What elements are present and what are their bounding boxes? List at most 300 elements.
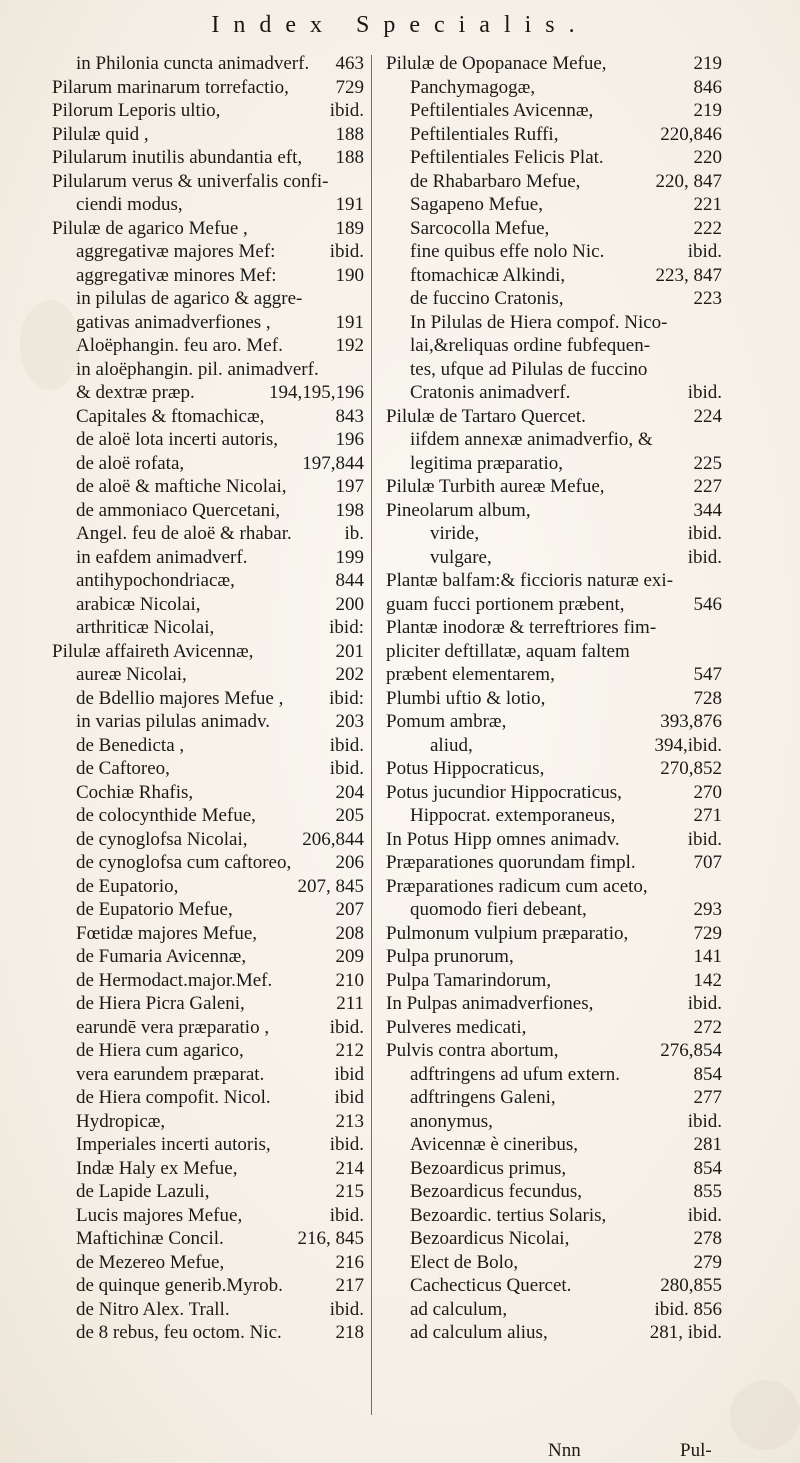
entry-text: Cachecticus Quercet. <box>410 1275 572 1296</box>
entry-page-ref: 844 <box>335 570 364 591</box>
entry-page-ref: 198 <box>335 499 364 521</box>
left-index-column <box>52 52 364 1345</box>
entry-page-ref: ibid. <box>329 1204 364 1226</box>
entry-text: de ammoniaco Quercetani, <box>76 499 281 521</box>
entry-page-ref: 210 <box>335 969 364 991</box>
index-entry <box>52 1251 364 1275</box>
index-entry <box>52 287 364 311</box>
entry-text: de Rhabarbaro Mefue, <box>410 170 581 192</box>
entry-page-ref: 546 <box>693 593 722 615</box>
entry-page-ref: 202 <box>335 664 364 685</box>
entry-page-ref: 728 <box>693 687 722 709</box>
entry-text: in pilulas de agarico & aggre- <box>76 288 303 309</box>
entry-page-ref: ibid. <box>329 1134 364 1155</box>
entry-text: Maftichinæ Concil. <box>76 1228 224 1249</box>
index-entry <box>52 1039 364 1063</box>
entry-page-ref: ibid. <box>329 734 364 756</box>
entry-page-ref: 278 <box>693 1228 722 1249</box>
index-entry <box>386 757 722 781</box>
index-entry <box>52 1298 364 1322</box>
entry-text: de 8 rebus, feu octom. Nic. <box>76 1322 282 1343</box>
index-entry <box>52 687 364 711</box>
entry-text: de Eupatorio Mefue, <box>76 899 233 920</box>
entry-text: Pilulæ Turbith aureæ Mefue, <box>386 476 605 497</box>
entry-text: Bezoardicus primus, <box>410 1157 567 1179</box>
entry-page-ref: ibid. <box>687 1110 722 1132</box>
entry-text: Pineolarum album, <box>386 499 531 521</box>
index-entry <box>52 405 364 429</box>
index-entry <box>52 358 364 382</box>
entry-page-ref: 207, 845 <box>297 875 364 897</box>
index-entry <box>52 1204 364 1228</box>
entry-page-ref: 854 <box>693 1063 722 1085</box>
index-entry <box>386 593 722 617</box>
index-entry <box>386 1298 722 1322</box>
entry-text: aggregativæ minores Mef: <box>76 264 277 286</box>
index-entry <box>386 240 722 264</box>
entry-text: Plumbi uftio & lotio, <box>386 687 546 709</box>
entry-text: de aloë lota incerti autoris, <box>76 429 279 450</box>
index-entry <box>386 1251 722 1275</box>
index-entry <box>52 381 364 405</box>
entry-text: præbent elementarem, <box>386 664 555 685</box>
entry-page-ref: ibid <box>334 1087 364 1108</box>
entry-page-ref: 846 <box>693 76 722 98</box>
entry-text: Pulpa prunorum, <box>386 946 514 967</box>
index-entry <box>386 1227 722 1251</box>
index-entry <box>52 781 364 805</box>
entry-text: Pomum ambræ, <box>386 711 507 732</box>
entry-text: fine quibus effe nolo Nic. <box>410 241 605 262</box>
entry-text: aggregativæ majores Mef: <box>76 241 276 262</box>
index-entry <box>386 170 722 194</box>
entry-page-ref: 190 <box>335 264 364 286</box>
entry-text: de Hermodact.major.Mef. <box>76 969 273 991</box>
index-entry <box>386 1274 722 1298</box>
entry-text: vera earundem præparat. <box>76 1063 265 1085</box>
entry-page-ref: 221 <box>693 194 722 215</box>
entry-text: Cochiæ Rhafis, <box>76 781 194 803</box>
index-entry <box>386 381 722 405</box>
right-index-column <box>386 52 722 1345</box>
entry-page-ref: 201 <box>335 640 364 662</box>
catchword: Pul- <box>680 1440 712 1461</box>
entry-text: Peftilentiales Felicis Plat. <box>410 147 604 168</box>
entry-page-ref: 394,ibid. <box>654 734 722 756</box>
entry-text: Lucis majores Mefue, <box>76 1204 243 1226</box>
index-entry <box>52 123 364 147</box>
entry-page-ref: 191 <box>335 311 364 333</box>
entry-text: de Eupatorio, <box>76 875 179 897</box>
index-entry <box>386 1086 722 1110</box>
index-entry <box>386 1063 722 1087</box>
entry-page-ref: 220, 847 <box>655 170 722 192</box>
entry-page-ref: 192 <box>335 335 364 356</box>
entry-page-ref: 547 <box>693 664 722 685</box>
entry-text: ad calculum, <box>410 1298 508 1320</box>
entry-page-ref: 277 <box>693 1087 722 1108</box>
entry-page-ref: ibid: <box>329 617 364 638</box>
entry-text: Plantæ inodoræ & terreftriores fim- <box>386 617 657 638</box>
index-entry <box>52 569 364 593</box>
entry-page-ref: 220 <box>693 147 722 168</box>
index-entry <box>386 734 722 758</box>
index-entry <box>52 828 364 852</box>
index-entry <box>386 1180 722 1204</box>
index-entry <box>386 264 722 288</box>
index-entry <box>386 546 722 570</box>
entry-text: de Fumaria Avicennæ, <box>76 946 247 967</box>
index-entry <box>386 1110 722 1134</box>
entry-page-ref: 215 <box>335 1181 364 1202</box>
index-entry <box>386 1133 722 1157</box>
index-entry <box>386 76 722 100</box>
index-entry <box>52 1086 364 1110</box>
entry-page-ref: ibid. <box>329 241 364 262</box>
entry-page-ref: 272 <box>693 1016 722 1038</box>
entry-page-ref: 220,846 <box>660 123 722 145</box>
index-entry <box>386 969 722 993</box>
entry-text: de Lapide Lazuli, <box>76 1181 210 1202</box>
entry-text: de Nitro Alex. Trall. <box>76 1298 230 1320</box>
entry-page-ref: ibid <box>334 1063 364 1085</box>
entry-text: In Pilulas de Hiera compof. Nico- <box>410 311 668 333</box>
index-entry <box>386 992 722 1016</box>
index-entry <box>52 922 364 946</box>
index-entry <box>386 640 722 664</box>
entry-text: Plantæ balfam:& ficcioris naturæ exi- <box>386 570 674 591</box>
entry-page-ref: 206 <box>335 852 364 873</box>
entry-page-ref: 142 <box>693 969 722 991</box>
index-entry <box>52 875 364 899</box>
entry-page-ref: 219 <box>693 100 722 121</box>
entry-page-ref: ibid. <box>687 546 722 568</box>
entry-page-ref: 222 <box>693 217 722 239</box>
index-entry <box>52 522 364 546</box>
entry-page-ref: 729 <box>693 922 722 944</box>
entry-text: de Mezereo Mefue, <box>76 1251 225 1273</box>
entry-text: de Caftoreo, <box>76 758 170 779</box>
entry-text: Pilulæ de Opopanace Mefue, <box>386 53 607 74</box>
entry-text: Bezoardic. tertius Solaris, <box>410 1204 607 1226</box>
index-entry <box>52 76 364 100</box>
index-entry <box>386 123 722 147</box>
entry-page-ref: 225 <box>693 452 722 474</box>
entry-page-ref: 205 <box>335 805 364 826</box>
entry-text: Præparationes quorundam fimpl. <box>386 852 636 873</box>
running-header: Index Specialis. <box>211 12 589 38</box>
entry-text: arabicæ Nicolai, <box>76 593 201 615</box>
entry-page-ref: 188 <box>335 123 364 145</box>
entry-text: Elect de Bolo, <box>410 1251 519 1273</box>
index-entry <box>386 452 722 476</box>
entry-page-ref: 196 <box>335 429 364 450</box>
entry-page-ref: 216, 845 <box>297 1228 364 1249</box>
entry-text: quomodo fieri debeant, <box>410 899 587 920</box>
entry-page-ref: 212 <box>335 1040 364 1061</box>
entry-text: earundē vera præparatio , <box>76 1016 270 1038</box>
index-entry <box>386 1039 722 1063</box>
index-entry <box>52 1157 364 1181</box>
index-entry <box>386 358 722 382</box>
entry-page-ref: 280,855 <box>660 1275 722 1296</box>
entry-text: iifdem annexæ animadverfio, & <box>410 429 653 450</box>
entry-text: ftomachicæ Alkindi, <box>410 264 566 286</box>
entry-text: de aloë & maftiche Nicolai, <box>76 476 287 497</box>
entry-page-ref: 281, ibid. <box>649 1322 722 1343</box>
entry-page-ref: 211 <box>336 993 364 1014</box>
index-entry <box>386 334 722 358</box>
entry-text: Potus jucundior Hippocraticus, <box>386 781 622 803</box>
entry-page-ref: 207 <box>335 899 364 920</box>
index-entry <box>52 193 364 217</box>
entry-text: Pilulæ affaireth Avicennæ, <box>52 640 254 662</box>
entry-page-ref: 224 <box>693 405 722 427</box>
index-entry <box>52 757 364 781</box>
entry-text: ciendi modus, <box>76 194 183 215</box>
entry-page-ref: ibid. <box>687 241 722 262</box>
entry-page-ref: 203 <box>335 711 364 732</box>
entry-page-ref: 729 <box>335 76 364 98</box>
entry-page-ref: ibid. <box>329 1298 364 1320</box>
index-entry <box>386 828 722 852</box>
index-entry <box>386 193 722 217</box>
entry-text: Potus Hippocraticus, <box>386 758 545 779</box>
entry-page-ref: 344 <box>693 499 722 521</box>
signature-mark: Nnn <box>548 1440 581 1461</box>
entry-page-ref: ibid. <box>329 100 364 121</box>
entry-page-ref: ib. <box>344 523 364 544</box>
entry-page-ref: 223, 847 <box>655 264 722 286</box>
index-entry <box>52 593 364 617</box>
entry-page-ref: 270,852 <box>660 758 722 779</box>
entry-text: & dextræ præp. <box>76 382 195 403</box>
entry-text: de fuccino Cratonis, <box>410 288 564 309</box>
index-entry <box>52 52 364 76</box>
index-entry <box>386 146 722 170</box>
entry-page-ref: ibid: <box>329 687 364 709</box>
index-entry <box>386 1204 722 1228</box>
entry-page-ref: ibid. <box>687 523 722 544</box>
entry-page-ref: 189 <box>335 217 364 239</box>
index-entry <box>52 475 364 499</box>
entry-text: adftringens ad ufum extern. <box>410 1063 620 1085</box>
entry-page-ref: 293 <box>693 899 722 920</box>
entry-text: de Hiera Picra Galeni, <box>76 993 245 1014</box>
index-entry <box>386 616 722 640</box>
index-entry <box>386 405 722 429</box>
entry-text: Hydropicæ, <box>76 1110 166 1132</box>
entry-page-ref: 216 <box>335 1251 364 1273</box>
index-entry <box>52 99 364 123</box>
entry-page-ref: 217 <box>335 1275 364 1296</box>
entry-page-ref: 393,876 <box>660 711 722 732</box>
entry-text: adftringens Galeni, <box>410 1087 556 1108</box>
entry-page-ref: 281 <box>693 1134 722 1155</box>
entry-text: Pilulæ quid , <box>52 123 149 145</box>
entry-page-ref: 213 <box>335 1110 364 1132</box>
entry-page-ref: 270 <box>693 781 722 803</box>
entry-page-ref: 199 <box>335 546 364 568</box>
entry-page-ref: 200 <box>335 593 364 615</box>
entry-page-ref: 854 <box>693 1157 722 1179</box>
entry-text: Præparationes radicum cum aceto, <box>386 875 648 897</box>
index-entry <box>52 1227 364 1251</box>
index-entry <box>52 170 364 194</box>
entry-text: Aloëphangin. feu aro. Mef. <box>76 335 283 356</box>
index-entry <box>386 311 722 335</box>
entry-text: Pilorum Leporis ultio, <box>52 100 221 121</box>
entry-text: Sagapeno Mefue, <box>410 194 543 215</box>
index-entry <box>386 781 722 805</box>
entry-text: de colocynthide Mefue, <box>76 805 256 826</box>
entry-text: aureæ Nicolai, <box>76 664 187 685</box>
entry-page-ref: ibid. <box>687 382 722 403</box>
entry-text: Panchymagogæ, <box>410 76 536 98</box>
entry-page-ref: ibid. <box>687 828 722 850</box>
index-entry <box>386 875 722 899</box>
entry-text: Pulvis contra abortum, <box>386 1040 559 1061</box>
entry-text: Sarcocolla Mefue, <box>410 217 550 239</box>
index-entry <box>52 992 364 1016</box>
index-entry <box>386 922 722 946</box>
column-divider <box>371 55 372 1415</box>
index-entry <box>52 1016 364 1040</box>
entry-text: Pilulæ de Tartaro Quercet. <box>386 405 586 427</box>
index-entry <box>386 287 722 311</box>
index-entry <box>52 1321 364 1345</box>
index-entry <box>52 1063 364 1087</box>
entry-text: tes, ufque ad Pilulas de fuccino <box>410 358 648 380</box>
index-entry <box>52 1180 364 1204</box>
index-entry <box>386 99 722 123</box>
index-entry <box>386 428 722 452</box>
entry-page-ref: 208 <box>335 922 364 944</box>
entry-page-ref: 191 <box>335 194 364 215</box>
entry-text: vulgare, <box>430 546 492 568</box>
entry-text: Pulveres medicati, <box>386 1016 527 1038</box>
index-entry <box>52 710 364 734</box>
entry-text: in varias pilulas animadv. <box>76 711 270 732</box>
entry-text: guam fucci portionem præbent, <box>386 593 625 615</box>
entry-text: Pilarum marinarum torrefactio, <box>52 76 289 98</box>
entry-page-ref: 279 <box>693 1251 722 1273</box>
entry-page-ref: 206,844 <box>302 828 364 850</box>
index-entry <box>386 475 722 499</box>
entry-page-ref: 209 <box>335 946 364 967</box>
entry-text: Indæ Haly ex Mefue, <box>76 1157 238 1179</box>
index-entry <box>386 710 722 734</box>
entry-page-ref: 188 <box>335 147 364 168</box>
index-entry <box>52 663 364 687</box>
entry-text: aliud, <box>430 734 473 756</box>
entry-page-ref: 843 <box>335 405 364 427</box>
entry-text: pliciter deftillatæ, aquam faltem <box>386 640 630 662</box>
entry-text: arthriticæ Nicolai, <box>76 617 215 638</box>
index-entry <box>52 616 364 640</box>
index-entry <box>386 945 722 969</box>
index-entry <box>52 311 364 335</box>
entry-text: Angel. feu de aloë & rhabar. <box>76 523 292 544</box>
index-entry <box>386 851 722 875</box>
entry-text: ad calculum alius, <box>410 1322 548 1343</box>
index-entry <box>52 734 364 758</box>
entry-text: in Philonia cuncta animadverf. <box>76 53 310 74</box>
paper-stain <box>730 1380 800 1450</box>
entry-page-ref: 204 <box>335 781 364 803</box>
index-entry <box>52 428 364 452</box>
entry-text: Cratonis animadverf. <box>410 382 571 403</box>
index-entry <box>386 687 722 711</box>
entry-text: de Hiera cum agarico, <box>76 1040 244 1061</box>
entry-page-ref: 197,844 <box>302 452 364 474</box>
entry-page-ref: ibid. 856 <box>654 1298 722 1320</box>
index-entry <box>52 452 364 476</box>
index-entry <box>52 240 364 264</box>
index-entry <box>52 1110 364 1134</box>
entry-page-ref: 218 <box>335 1322 364 1343</box>
entry-text: Imperiales incerti autoris, <box>76 1134 271 1155</box>
entry-text: gativas animadverfiones , <box>76 311 271 333</box>
entry-page-ref: ibid. <box>687 1204 722 1226</box>
entry-page-ref: 227 <box>693 476 722 497</box>
index-entry <box>52 546 364 570</box>
index-entry <box>52 898 364 922</box>
entry-page-ref: 707 <box>693 852 722 873</box>
entry-page-ref: 223 <box>693 288 722 309</box>
entry-page-ref: 214 <box>335 1157 364 1179</box>
index-entry <box>386 804 722 828</box>
entry-page-ref: 197 <box>335 476 364 497</box>
entry-page-ref: 855 <box>693 1181 722 1202</box>
entry-text: Hippocrat. extemporaneus, <box>410 805 616 826</box>
index-entry <box>52 264 364 288</box>
entry-text: de Hiera compofit. Nicol. <box>76 1087 271 1108</box>
entry-text: legitima præparatio, <box>410 452 564 474</box>
entry-text: de quinque generib.Myrob. <box>76 1275 283 1296</box>
index-entry <box>52 640 364 664</box>
entry-text: Pilularum verus & univerfalis confi- <box>52 170 329 192</box>
entry-text: de Benedicta , <box>76 734 185 756</box>
index-entry <box>52 1133 364 1157</box>
entry-text: Pulpa Tamarindorum, <box>386 969 552 991</box>
entry-page-ref: 463 <box>335 53 364 74</box>
index-entry <box>52 146 364 170</box>
index-entry <box>386 1321 722 1345</box>
index-entry <box>386 499 722 523</box>
entry-text: antihypochondriacæ, <box>76 570 235 591</box>
entry-text: Bezoardicus Nicolai, <box>410 1228 570 1249</box>
entry-text: lai,&reliquas ordine fubfequen- <box>410 335 651 356</box>
index-entry <box>386 522 722 546</box>
entry-text: de cynoglofsa cum caftoreo, <box>76 852 292 873</box>
entry-text: Pulmonum vulpium præparatio, <box>386 922 629 944</box>
entry-text: Peftilentiales Avicennæ, <box>410 100 594 121</box>
entry-page-ref: 276,854 <box>660 1040 722 1061</box>
entry-text: anonymus, <box>410 1110 493 1132</box>
entry-text: In Potus Hipp omnes animadv. <box>386 828 620 850</box>
index-entry <box>52 499 364 523</box>
entry-page-ref: ibid. <box>687 993 722 1014</box>
entry-text: in aloëphangin. pil. animadverf. <box>76 358 319 380</box>
entry-page-ref: 271 <box>693 805 722 826</box>
entry-text: In Pulpas animadverfiones, <box>386 993 594 1014</box>
entry-page-ref: 141 <box>693 946 722 967</box>
entry-text: Bezoardicus fecundus, <box>410 1181 582 1202</box>
entry-page-ref: 219 <box>693 53 722 74</box>
entry-text: in eafdem animadverf. <box>76 546 248 568</box>
entry-page-ref: 194,195,196 <box>269 382 364 403</box>
